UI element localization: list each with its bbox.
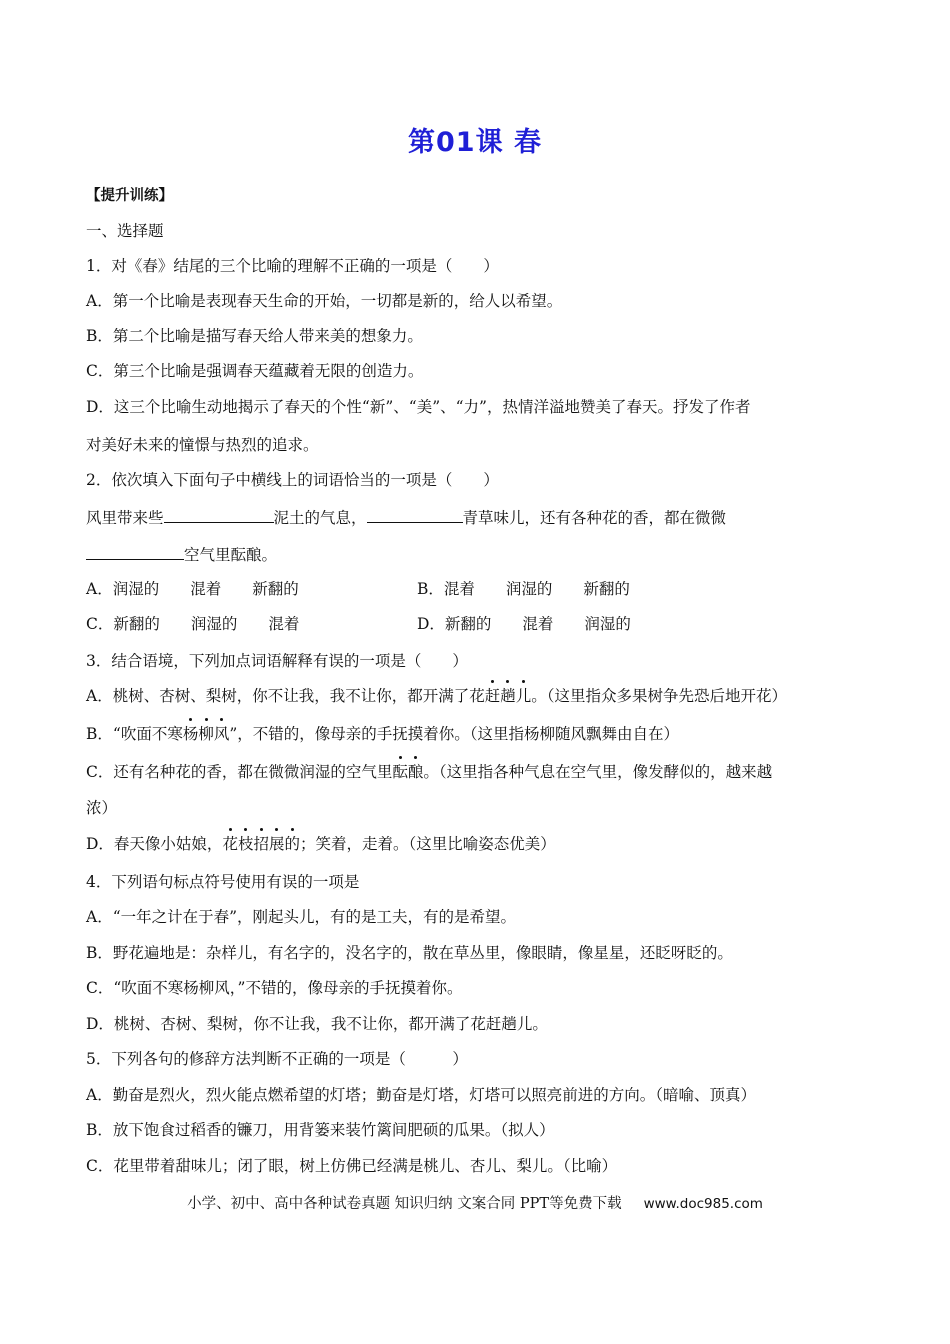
q3-option-a <box>86 686 864 706</box>
emphasis-char: 杨 <box>182 725 199 743</box>
q3-stem: 3．结合语境，下列加点词语解释有误的一项是（ ） <box>86 652 468 670</box>
q2-option-c: C．新翻的 润湿的 混着 <box>86 615 300 633</box>
q3-option-b-note: ”，不错的，像母亲的手抚摸着你。（这里指杨柳随风飘舞由自在） <box>229 725 680 743</box>
emphasis-char: 柳 <box>198 725 214 743</box>
q2-sentence-cont <box>86 543 864 565</box>
q3-option-c-text: C．还有名种花的香，都在微微润湿的空气里 <box>86 763 393 781</box>
emphasis-char: 风 <box>213 725 230 743</box>
emphasis-char: 儿 <box>515 687 532 705</box>
q3-option-b-dotted <box>183 725 230 743</box>
page-title: 第01课 春 <box>408 127 542 158</box>
q2-stem: 2．依次填入下面句子中横线上的词语恰当的一项是（ ） <box>86 471 499 489</box>
q4-option-c: C．“吹面不寒杨柳风，”不错的，像母亲的手抚摸着你。 <box>86 979 463 997</box>
q3-option-c-note: 。（这里指各种气息在空气里，像发酵似的，越来越 <box>423 763 773 781</box>
q2-option-b: B．混着 润湿的 新翻的 <box>417 580 630 598</box>
q3-option-b-text: B．“吹面不寒 <box>86 725 183 743</box>
emphasis-char: 招 <box>253 835 269 853</box>
q3-option-c-cont: 浓） <box>86 799 118 817</box>
q3-option-d-text: D．春天像小姑娘， <box>86 835 223 853</box>
q3-option-d-dotted <box>222 835 300 853</box>
q2-option-a: A．润湿的 混着 新翻的 <box>86 580 299 598</box>
q4-stem: 4．下列语句标点符号使用有误的一项是 <box>86 873 360 891</box>
part-heading: 一、选择题 <box>86 222 164 240</box>
q2-sentence-part3: 青草味儿，还有各种花的香，都在微微 <box>462 509 727 527</box>
emphasis-char: 的 <box>284 835 301 853</box>
footer-text: 小学、初中、高中各种试卷真题 知识归纳 文案合同 PPT等免费下载 <box>187 1196 622 1212</box>
q2-option-d: D．新翻的 混着 润湿的 <box>417 615 631 633</box>
q3-option-c <box>86 762 864 782</box>
q1-option-d-cont: 对美好未来的憧憬与热烈的追求。 <box>86 436 319 454</box>
q1-option-b: B．第二个比喻是描写春天给人带来美的想象力。 <box>86 327 423 345</box>
emphasis-char: 赶 <box>484 687 501 705</box>
q1-option-d: D．这三个比喻生动地揭示了春天的个性“新”、“美”、“力”，热情洋溢地赞美了春天。抒发了作者 <box>86 398 751 416</box>
q4-option-a: A．“一年之计在于春”，刚起头儿，有的是工夫，有的是希望。 <box>86 908 517 926</box>
emphasis-char: 展 <box>268 835 285 853</box>
q3-option-a-dotted <box>485 687 532 705</box>
q3-option-a-note: 。（这里指众多果树争先恐后地开花） <box>531 687 788 705</box>
q3-option-d <box>86 834 864 854</box>
emphasis-char: 趟 <box>500 687 516 705</box>
q3-option-c-dotted <box>392 763 423 781</box>
q1-option-a: A．第一个比喻是表现春天生命的开始，一切都是新的，给人以希望。 <box>86 292 563 310</box>
q1-option-c: C．第三个比喻是强调春天蕴藏着无限的创造力。 <box>86 362 424 380</box>
section-heading: 【提升训练】 <box>86 188 173 204</box>
emphasis-char: 酝 <box>392 763 408 781</box>
q2-blank-3 <box>86 543 184 560</box>
page-footer <box>0 1192 950 1213</box>
q5-stem: 5．下列各句的修辞方法判断不正确的一项是（ ） <box>86 1050 468 1068</box>
q2-options-row1 <box>86 579 864 599</box>
q3-option-d-note: ；笑着，走着。（这里比喻姿态优美） <box>300 835 556 853</box>
q4-option-b: B．野花遍地是：杂样儿，有名字的，没名字的，散在草丛里，像眼睛，像星星，还眨呀眨的。 <box>86 944 733 962</box>
q2-sentence-part4: 空气里酝酿。 <box>184 546 278 564</box>
q1-stem: 1．对《春》结尾的三个比喻的理解不正确的一项是（ ） <box>86 257 499 275</box>
emphasis-char: 枝 <box>237 835 254 853</box>
footer-url[interactable]: www.doc985.com <box>643 1196 763 1212</box>
q2-options-row2 <box>86 614 864 634</box>
emphasis-char: 花 <box>222 835 238 853</box>
q2-sentence <box>86 506 864 528</box>
q5-option-c: C．花里带着甜味儿；闭了眼，树上仿佛已经满是桃儿、杏儿、梨儿。（比喻） <box>86 1157 618 1175</box>
q3-option-b <box>86 724 864 744</box>
q2-blank-1 <box>164 506 274 523</box>
q2-sentence-part1: 风里带来些 <box>86 509 164 527</box>
q5-option-b: B．放下饱食过稻香的镰刀，用背篓来装竹篱间肥硕的瓜果。（拟人） <box>86 1121 555 1139</box>
q5-option-a: A．勤奋是烈火，烈火能点燃希望的灯塔；勤奋是灯塔，灯塔可以照亮前进的方向。（暗喻、顶真） <box>86 1086 756 1104</box>
q3-option-a-text: A．桃树、杏树、梨树，你不让我，我不让你，都开满了花 <box>86 687 485 705</box>
q2-sentence-part2: 泥土的气息， <box>273 509 367 527</box>
emphasis-char: 酿 <box>407 763 424 781</box>
q4-option-d: D．桃树、杏树、梨树，你不让我，我不让你，都开满了花赶趟儿。 <box>86 1015 548 1033</box>
q2-blank-2 <box>367 506 463 523</box>
